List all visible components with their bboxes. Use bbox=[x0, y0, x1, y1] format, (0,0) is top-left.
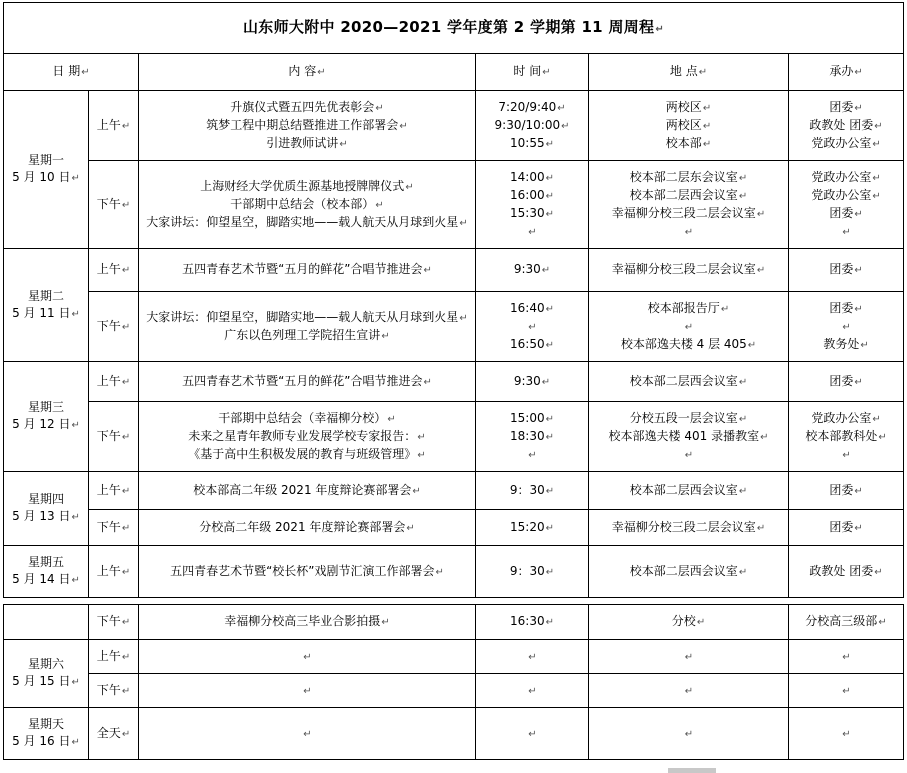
time-cell: 9：30 ↵ bbox=[476, 546, 589, 598]
day-cell-empty bbox=[4, 605, 89, 640]
host-cell: 分校高三级部 ↵ bbox=[789, 605, 904, 640]
place-cell: 分校五段一层会议室 ↵ 校本部逸夫楼 401 录播教室 ↵ ↵ bbox=[589, 402, 789, 472]
period-cell: 全天 ↵ bbox=[89, 708, 139, 760]
time-cell: 9:30 ↵ bbox=[476, 249, 589, 292]
header-date: 日 期 ↵ bbox=[4, 54, 139, 91]
host-cell: 团委 ↵ 政教处 团委 ↵ 党政办公室 ↵ bbox=[789, 91, 904, 161]
place-cell bbox=[589, 640, 789, 674]
period-cell: 上午 ↵ bbox=[89, 472, 139, 510]
period-cell: 上午 ↵ bbox=[89, 640, 139, 674]
content-cell: 上海财经大学优质生源基地授牌牌仪式 ↵ 干部期中总结会（校本部） ↵ 大家讲坛：仰望星空，脚踏实地——载人航天从月球到火星 ↵ bbox=[139, 161, 476, 249]
period-cell: 上午 ↵ bbox=[89, 91, 139, 161]
day-cell-thursday: 星期四 5 月 13 日 ↵ bbox=[4, 472, 89, 546]
time-cell bbox=[476, 674, 589, 708]
host-cell bbox=[789, 640, 904, 674]
time-cell: 15:00 ↵ 18:30 ↵ ↵ bbox=[476, 402, 589, 472]
period-cell: 上午 ↵ bbox=[89, 249, 139, 292]
day-cell-monday: 星期一 5 月 10 日 ↵ bbox=[4, 91, 89, 249]
host-cell: 政教处 团委 ↵ bbox=[789, 546, 904, 598]
time-cell: 15:20 ↵ bbox=[476, 510, 589, 546]
day-cell-friday: 星期五 5 月 14 日 ↵ bbox=[4, 546, 89, 598]
host-cell: 团委 ↵ bbox=[789, 510, 904, 546]
place-cell: 幸福柳分校三段二层会议室 ↵ bbox=[589, 249, 789, 292]
scrollbar-thumb[interactable] bbox=[668, 768, 716, 773]
content-cell bbox=[139, 640, 476, 674]
time-cell bbox=[476, 708, 589, 760]
content-cell: 分校高二年级 2021 年度辩论赛部署会 ↵ bbox=[139, 510, 476, 546]
day-cell-saturday: 星期六 5 月 15 日 ↵ bbox=[4, 640, 89, 708]
content-cell: 升旗仪式暨五四先优表彰会 ↵ 筑梦工程中期总结暨推进工作部署会 ↵ 引进教师试讲 ↵ bbox=[139, 91, 476, 161]
content-cell: 大家讲坛：仰望星空，脚踏实地——载人航天从月球到火星 ↵ 广东以色列理工学院招生宣讲 ↵ bbox=[139, 292, 476, 362]
host-cell bbox=[789, 674, 904, 708]
header-time: 时 间 ↵ bbox=[476, 54, 589, 91]
time-cell: 9：30 ↵ bbox=[476, 472, 589, 510]
time-cell: 16:40 ↵ ↵ 16:50 ↵ bbox=[476, 292, 589, 362]
period-cell: 下午 ↵ bbox=[89, 605, 139, 640]
place-cell: 校本部二层西会议室 ↵ bbox=[589, 362, 789, 402]
content-cell: 五四青春艺术节暨“校长杯”戏剧节汇演工作部署会 ↵ bbox=[139, 546, 476, 598]
time-cell: 16:30 ↵ bbox=[476, 605, 589, 640]
content-cell: 校本部高二年级 2021 年度辩论赛部署会 ↵ bbox=[139, 472, 476, 510]
time-cell bbox=[476, 640, 589, 674]
place-cell: 两校区 ↵ 两校区 ↵ 校本部 ↵ bbox=[589, 91, 789, 161]
header-content: 内 容 ↵ bbox=[139, 54, 476, 91]
host-cell: 党政办公室 ↵ 校本部教科处 ↵ ↵ bbox=[789, 402, 904, 472]
schedule-table-continued bbox=[3, 604, 904, 760]
place-cell: 校本部二层西会议室 ↵ bbox=[589, 546, 789, 598]
day-cell-tuesday: 星期二 5 月 11 日 ↵ bbox=[4, 249, 89, 362]
period-cell: 下午 ↵ bbox=[89, 292, 139, 362]
period-cell: 下午 ↵ bbox=[89, 674, 139, 708]
place-cell: 分校 ↵ bbox=[589, 605, 789, 640]
content-cell bbox=[139, 708, 476, 760]
time-cell: 14:00 ↵ 16:00 ↵ 15:30 ↵ ↵ bbox=[476, 161, 589, 249]
content-cell: 干部期中总结会（幸福柳分校） ↵ 未来之星青年教师专业发展学校专家报告： ↵ 《基于高中生积极发展的教育与班级管理》 ↵ bbox=[139, 402, 476, 472]
place-cell: 校本部报告厅 ↵ ↵ 校本部逸夫楼 4 层 405 ↵ bbox=[589, 292, 789, 362]
host-cell: 团委 ↵ bbox=[789, 472, 904, 510]
schedule-table bbox=[3, 2, 904, 598]
place-cell: 校本部二层东会议室 ↵ 校本部二层西会议室 ↵ 幸福柳分校三段二层会议室 ↵ ↵ bbox=[589, 161, 789, 249]
content-cell: 五四青春艺术节暨“五月的鲜花”合唱节推进会 ↵ bbox=[139, 249, 476, 292]
period-cell: 下午 ↵ bbox=[89, 510, 139, 546]
host-cell: 团委 ↵ ↵ 教务处 ↵ bbox=[789, 292, 904, 362]
period-cell: 上午 ↵ bbox=[89, 546, 139, 598]
place-cell bbox=[589, 708, 789, 760]
content-cell bbox=[139, 674, 476, 708]
schedule-sheet bbox=[3, 2, 903, 760]
period-cell: 上午 ↵ bbox=[89, 362, 139, 402]
host-cell bbox=[789, 708, 904, 760]
schedule-title: 山东师大附中 2020—2021 学年度第 2 学期第 11 周周程 ↵ bbox=[4, 3, 904, 54]
host-cell: 党政办公室 ↵ 党政办公室 ↵ 团委 ↵ ↵ bbox=[789, 161, 904, 249]
place-cell: 幸福柳分校三段二层会议室 ↵ bbox=[589, 510, 789, 546]
host-cell: 团委 ↵ bbox=[789, 362, 904, 402]
period-cell: 下午 ↵ bbox=[89, 161, 139, 249]
period-cell: 下午 ↵ bbox=[89, 402, 139, 472]
place-cell: 校本部二层西会议室 ↵ bbox=[589, 472, 789, 510]
header-host: 承办 ↵ bbox=[789, 54, 904, 91]
time-cell: 7:20/9:40 ↵ 9:30/10:00 ↵ 10:55 ↵ bbox=[476, 91, 589, 161]
time-cell: 9:30 ↵ bbox=[476, 362, 589, 402]
day-cell-wednesday: 星期三 5 月 12 日 ↵ bbox=[4, 362, 89, 472]
day-cell-sunday: 星期天 5 月 16 日 ↵ bbox=[4, 708, 89, 760]
host-cell: 团委 ↵ bbox=[789, 249, 904, 292]
header-place: 地 点 ↵ bbox=[589, 54, 789, 91]
place-cell bbox=[589, 674, 789, 708]
content-cell: 幸福柳分校高三毕业合影拍摄 ↵ bbox=[139, 605, 476, 640]
content-cell: 五四青春艺术节暨“五月的鲜花”合唱节推进会 ↵ bbox=[139, 362, 476, 402]
